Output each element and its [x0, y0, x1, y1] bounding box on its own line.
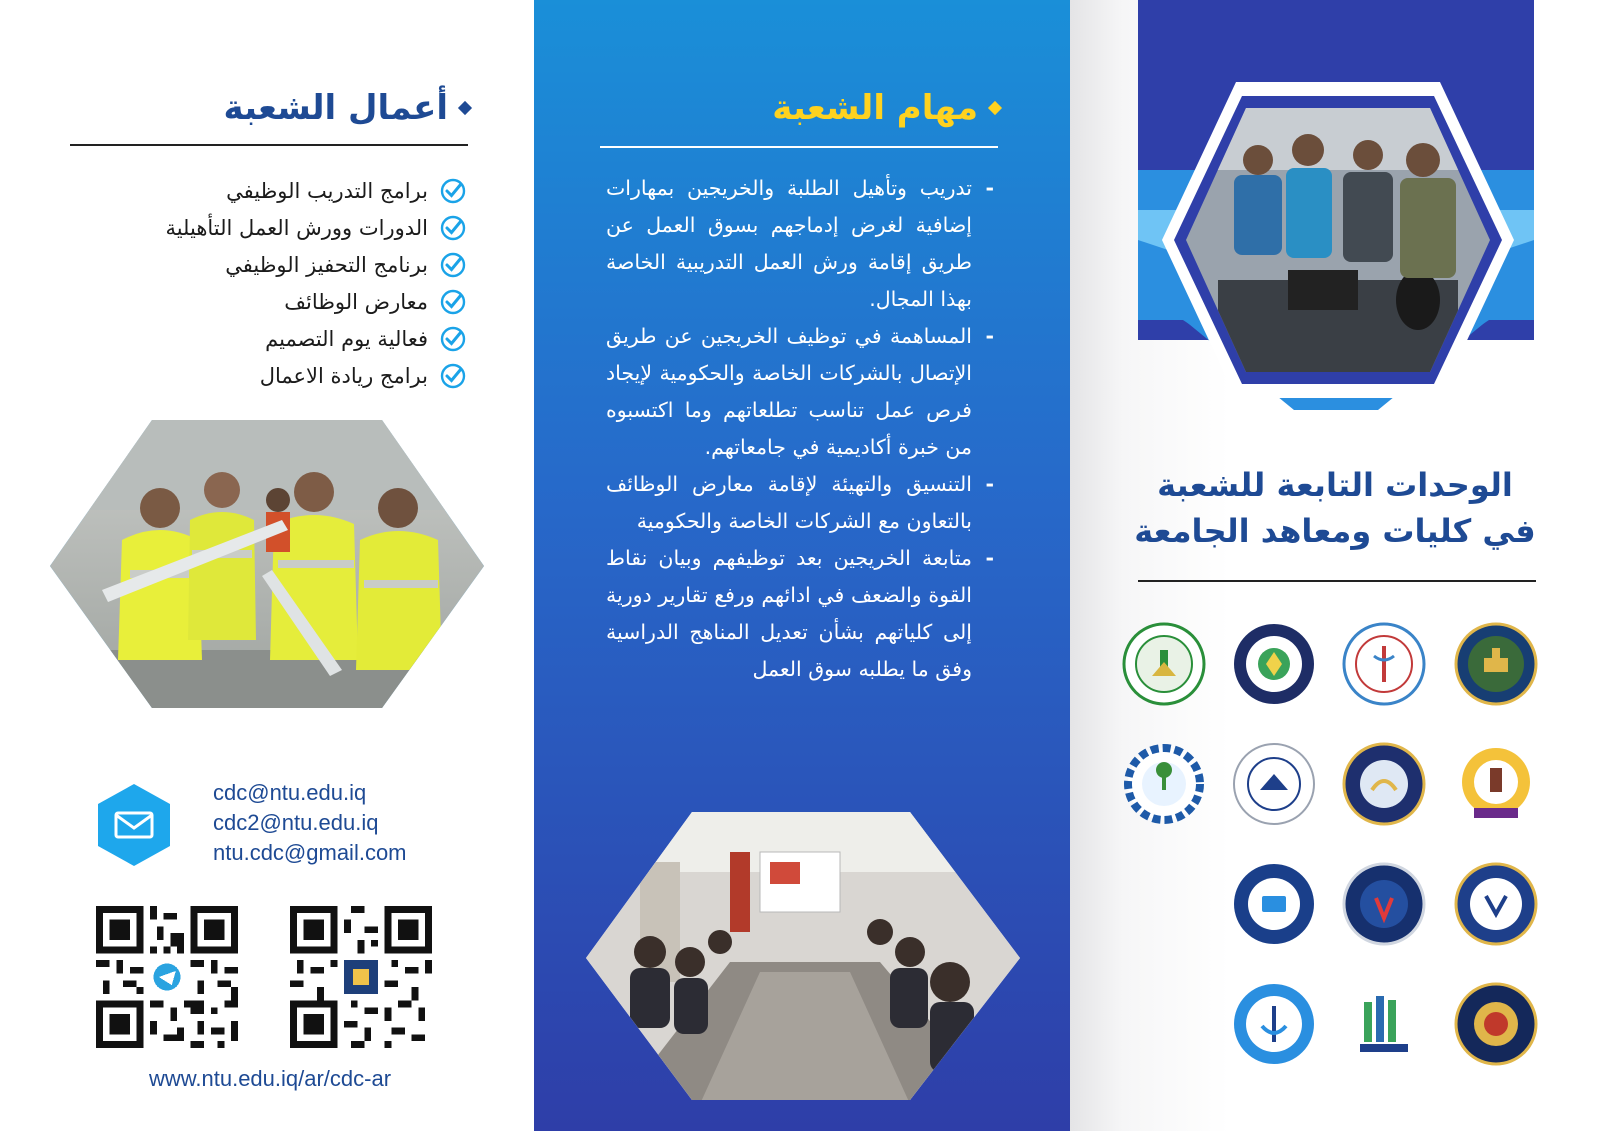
check-circle-icon — [440, 215, 466, 241]
college-logo — [1454, 622, 1538, 706]
training-workshop-photo — [42, 420, 492, 712]
list-item — [606, 466, 994, 540]
email-list — [213, 778, 513, 868]
diamond-bullet-icon — [458, 101, 472, 115]
telegram-qr-code — [96, 906, 238, 1048]
check-circle-icon — [440, 363, 466, 389]
list-item — [80, 246, 466, 283]
college-logo — [1454, 742, 1538, 826]
list-item — [606, 170, 994, 318]
units-title — [1120, 462, 1550, 554]
dash-bullet-icon: - — [985, 176, 994, 200]
dash-bullet-icon: - — [985, 324, 994, 348]
middle-divider — [600, 146, 998, 148]
check-circle-icon — [440, 289, 466, 315]
check-circle-icon — [440, 326, 466, 352]
diamond-bullet-icon — [988, 101, 1002, 115]
dash-bullet-icon: - — [985, 472, 994, 496]
check-circle-icon — [440, 178, 466, 204]
email-address[interactable]: cdc@ntu.edu.iq — [213, 780, 367, 805]
list-item-label: برامج ريادة الاعمال — [259, 363, 428, 388]
list-item-label: برامج التدريب الوظيفي — [226, 178, 428, 203]
units-title-line: في كليات ومعاهد الجامعة — [1134, 512, 1536, 550]
college-logo — [1232, 622, 1316, 706]
list-item — [80, 320, 466, 357]
units-title-line: الوحدات التابعة للشعبة — [1157, 466, 1513, 504]
college-logo — [1454, 862, 1538, 946]
list-item — [80, 172, 466, 209]
list-item — [80, 357, 466, 394]
college-logo — [1454, 982, 1538, 1066]
college-logo — [1232, 742, 1316, 826]
seminar-photo — [580, 812, 1026, 1104]
left-divider — [70, 144, 468, 146]
college-logo — [1342, 862, 1426, 946]
website-link[interactable]: www.ntu.edu.iq/ar/cdc-ar — [148, 1066, 392, 1091]
email-address[interactable]: cdc2@ntu.edu.iq — [213, 810, 379, 835]
dash-bullet-icon: - — [985, 546, 994, 570]
list-item-label: معارض الوظائف — [284, 289, 428, 314]
college-logo — [1342, 622, 1426, 706]
right-divider — [1138, 580, 1536, 582]
task-text: متابعة الخريجين بعد توظيفهم وبيان نقاط القوة والضعف في ادائهم ورفع تقارير دورية إلى كلياتهم بشأن تعديل المناهج الدراسية وفق ما يطلبه سوق العمل — [606, 546, 972, 681]
list-item-label: الدورات وورش العمل التأهيلية — [165, 215, 428, 240]
college-logo — [1122, 622, 1206, 706]
middle-heading — [600, 88, 1000, 128]
activities-list — [80, 172, 466, 394]
task-text: المساهمة في توظيف الخريجين عن طريق الإتصال بالشركات الخاصة والحكومية لإيجاد فرص عمل تناسب تطلعاتهم وما اكتسبوه من خبرة أكاديمية في جامعاتهم. — [606, 324, 972, 459]
college-logo — [1342, 982, 1426, 1066]
left-heading — [70, 88, 470, 128]
left-heading-text: أعمال الشعبة — [223, 88, 448, 128]
list-item-label: فعالية يوم التصميم — [265, 326, 428, 351]
list-item — [80, 283, 466, 320]
email-icon — [96, 782, 172, 868]
tasks-list — [606, 170, 994, 688]
list-item — [606, 318, 994, 466]
list-item — [80, 209, 466, 246]
task-text: التنسيق والتهيئة لإقامة معارض الوظائف بالتعاون مع الشركات الخاصة والحكومية — [606, 472, 972, 533]
college-logo — [1122, 742, 1206, 826]
college-logo — [1232, 982, 1316, 1066]
college-logo — [1232, 862, 1316, 946]
website-qr-code — [290, 906, 432, 1048]
list-item-label: برنامج التحفيز الوظيفي — [225, 252, 428, 277]
email-address[interactable]: ntu.cdc@gmail.com — [213, 840, 407, 865]
fiber-training-photo — [1138, 60, 1534, 410]
task-text: تدريب وتأهيل الطلبة والخريجين بمهارات إضافية لغرض إدماجهم بسوق العمل عن طريق إقامة ورش العمل التدريبية الخاصة بهذا المجال. — [606, 176, 972, 311]
middle-heading-text: مهام الشعبة — [772, 88, 978, 128]
check-circle-icon — [440, 252, 466, 278]
list-item — [606, 540, 994, 688]
college-logo — [1342, 742, 1426, 826]
